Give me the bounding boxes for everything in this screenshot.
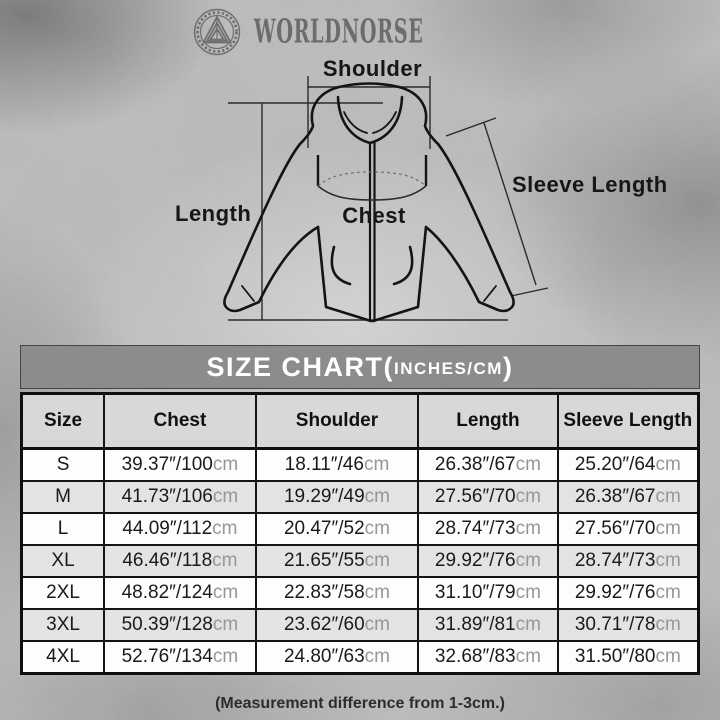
chest-cell: 48.82″/124cm [104,577,256,609]
table-row [22,513,699,545]
col-header-size: Size [22,394,105,449]
table-row [22,577,699,609]
table-row [22,449,699,482]
header-row [22,394,699,449]
shoulder-cell: 20.47″/52cm [256,513,418,545]
sleeve-cell: 29.92″/76cm [558,577,699,609]
sleeve-cell: 31.50″/80cm [558,641,699,674]
length-cell: 26.38″/67cm [418,449,557,482]
sleeve-cell: 27.56″/70cm [558,513,699,545]
length-cell: 28.74″/73cm [418,513,557,545]
sleeve-cell: 25.20″/64cm [558,449,699,482]
chest-cell: 46.46″/118cm [104,545,256,577]
title-unit: INCHES/CM [394,358,503,378]
size-table [20,392,700,675]
title-main: SIZE CHART( [206,351,395,382]
chest-cell: 50.39″/128cm [104,609,256,641]
table-row [22,545,699,577]
chest-cell: 44.09″/112cm [104,513,256,545]
size-cell: 4XL [22,641,105,674]
length-cell: 31.10″/79cm [418,577,557,609]
measurement-lines [228,76,548,320]
size-cell: 3XL [22,609,105,641]
title-close: ) [502,351,514,382]
length-label: Length [175,201,252,226]
size-cell: L [22,513,105,545]
brand-header [0,6,720,58]
chest-cell: 39.37″/100cm [104,449,256,482]
table-row [22,609,699,641]
length-cell: 31.89″/81cm [418,609,557,641]
shoulder-cell: 19.29″/49cm [256,481,418,513]
size-cell: M [22,481,105,513]
size-chart-title [20,345,700,389]
col-header-shoulder: Shoulder [256,394,418,449]
valknut-logo-icon [193,8,241,56]
chest-label: Chest [342,203,406,228]
chest-cell: 52.76″/134cm [104,641,256,674]
shoulder-cell: 23.62″/60cm [256,609,418,641]
shoulder-label: Shoulder [322,56,423,81]
col-header-sleeve: Sleeve Length [558,394,699,449]
brand-name: WORLDNORSE [253,13,424,51]
shoulder-cell: 21.65″/55cm [256,545,418,577]
jacket-line-drawing [0,55,720,345]
length-cell: 27.56″/70cm [418,481,557,513]
size-cell: 2XL [22,577,105,609]
sleeve-length-label: Sleeve Length [512,172,668,197]
col-header-length: Length [418,394,557,449]
size-cell: S [22,449,105,482]
shoulder-cell: 18.11″/46cm [256,449,418,482]
size-chart [20,345,700,675]
shoulder-cell: 24.80″/63cm [256,641,418,674]
table-row [22,641,699,674]
measurement-note: (Measurement difference from 1-3cm.) [215,695,505,712]
length-cell: 32.68″/83cm [418,641,557,674]
length-cell: 29.92″/76cm [418,545,557,577]
sleeve-cell: 28.74″/73cm [558,545,699,577]
sleeve-cell: 26.38″/67cm [558,481,699,513]
sleeve-cell: 30.71″/78cm [558,609,699,641]
chest-cell: 41.73″/106cm [104,481,256,513]
table-row [22,481,699,513]
size-cell: XL [22,545,105,577]
measurement-diagram [0,55,720,345]
shoulder-cell: 22.83″/58cm [256,577,418,609]
col-header-chest: Chest [104,394,256,449]
chest-measurement [318,155,426,200]
